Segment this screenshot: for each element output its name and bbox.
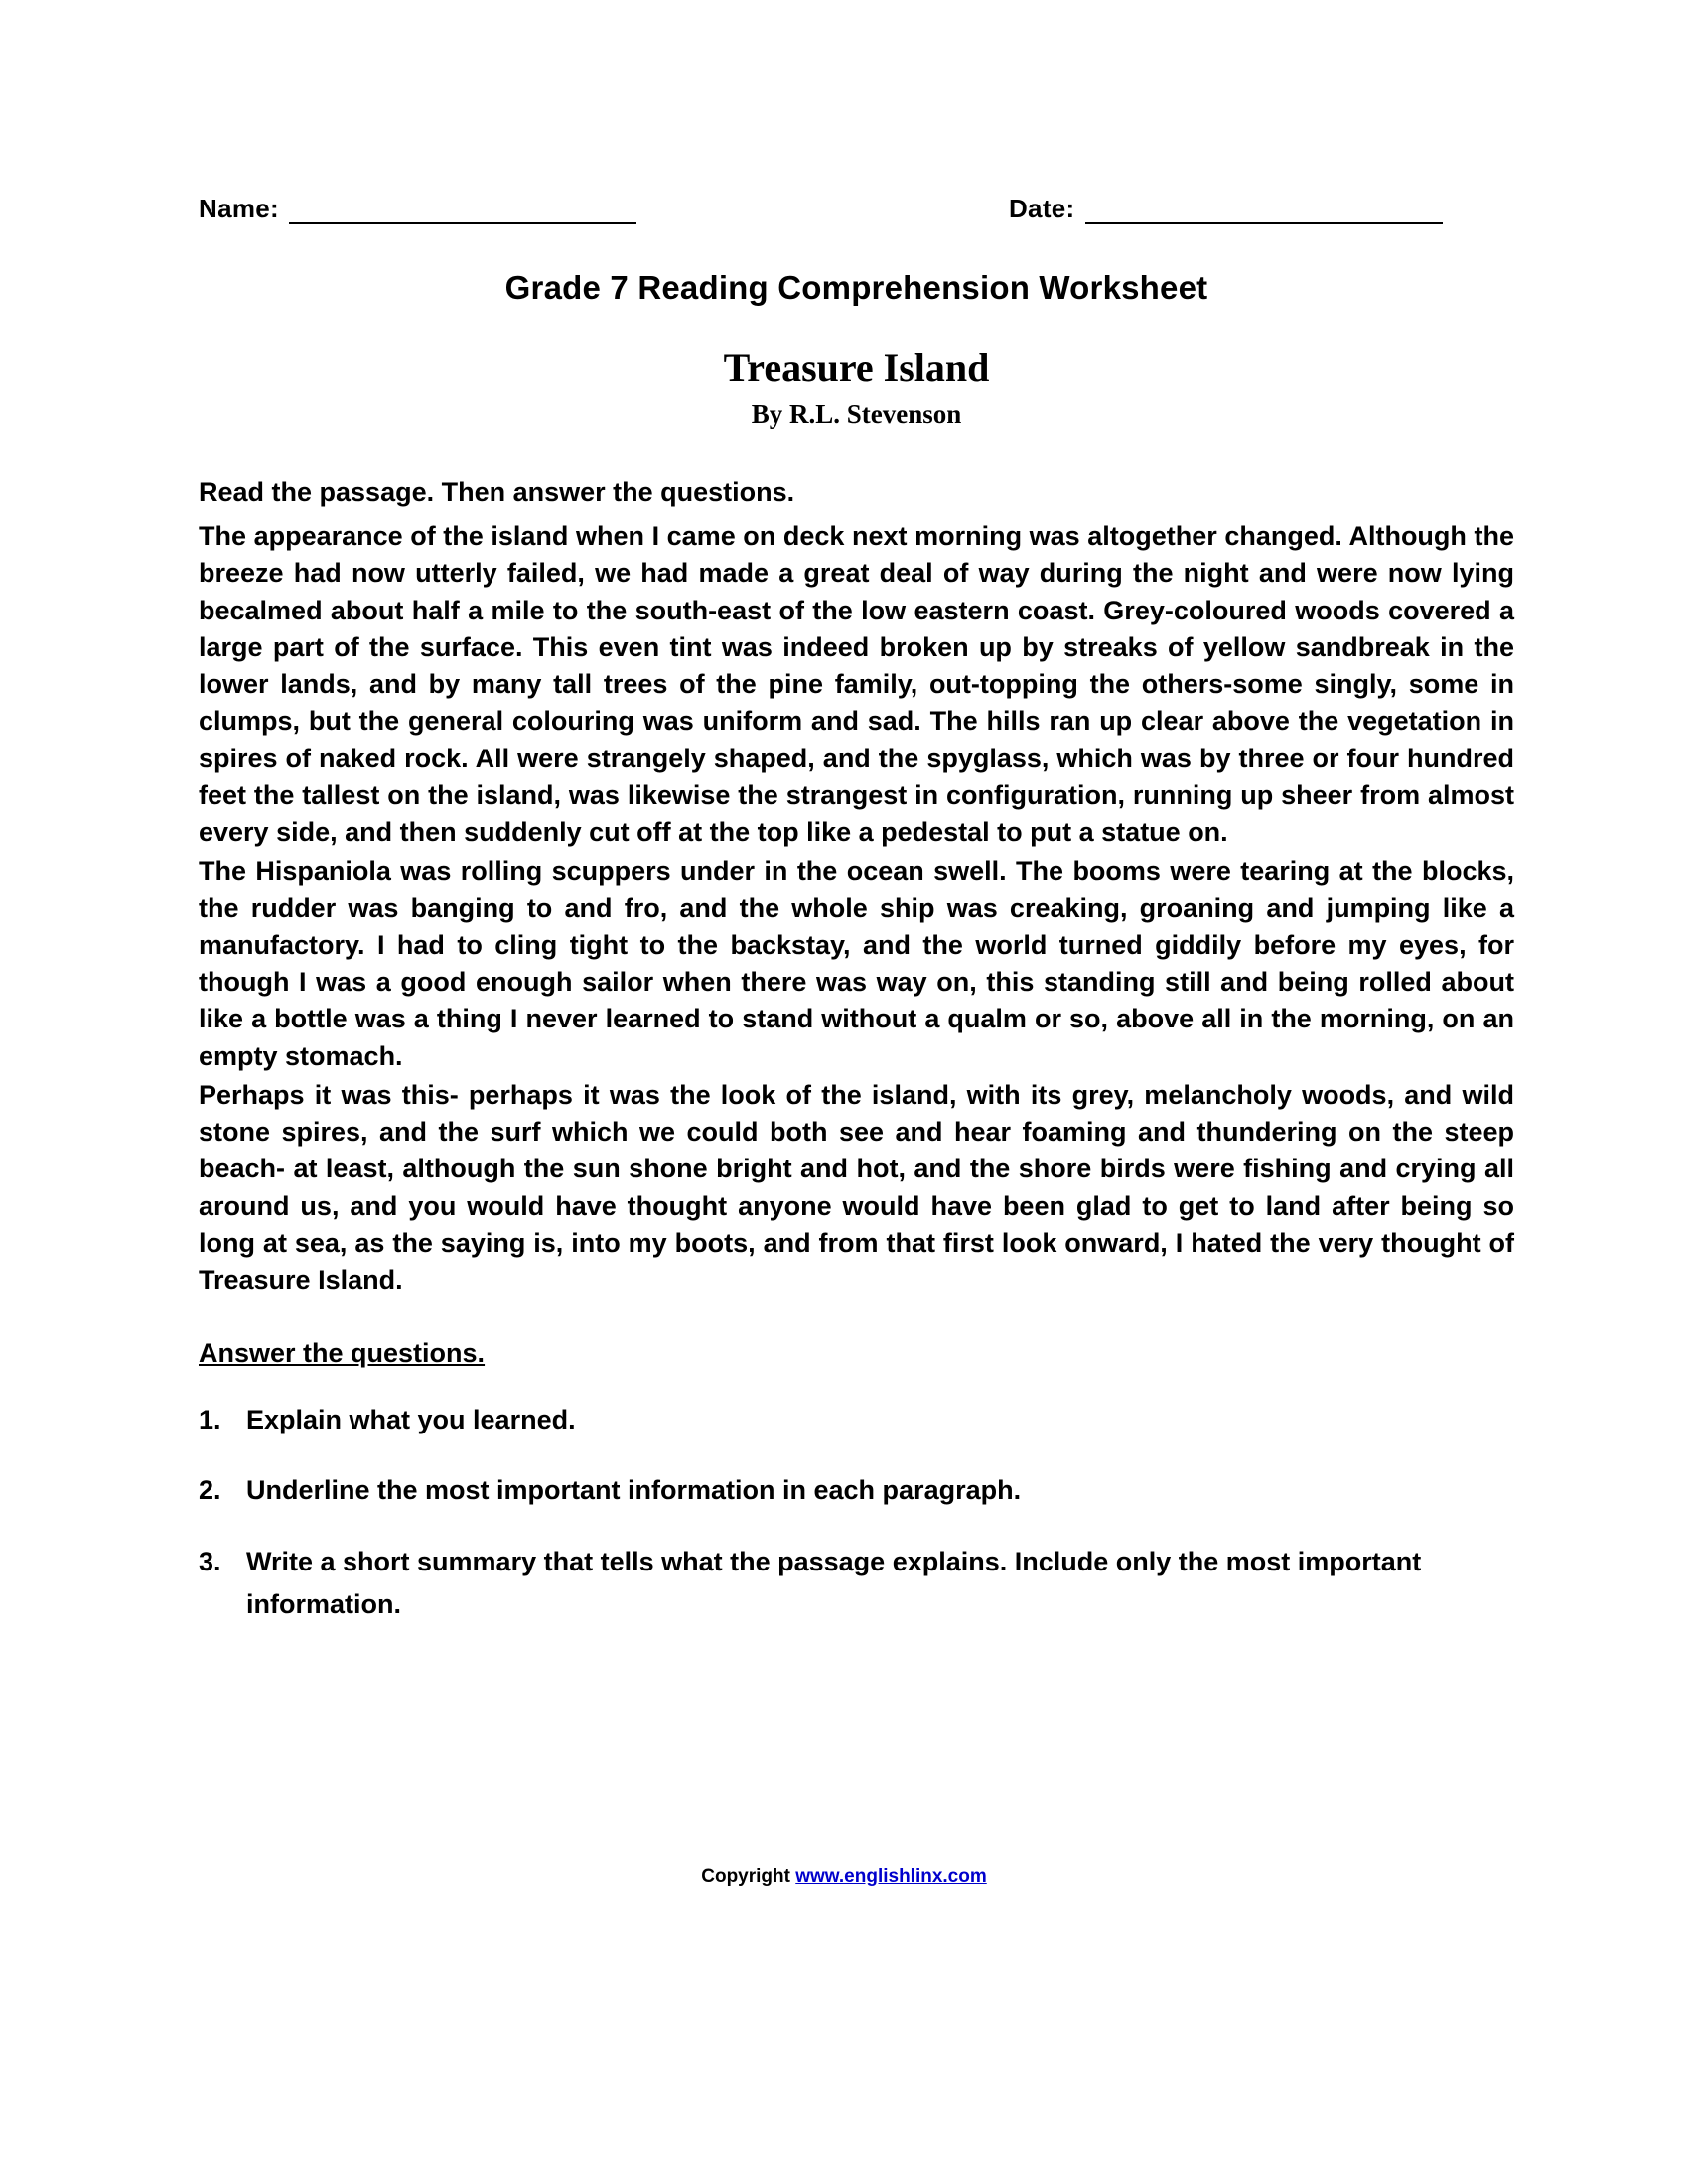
list-item [199,1469,1514,1512]
date-field[interactable] [1009,194,1443,224]
questions-list [199,1399,1514,1626]
passage-paragraph-3: Perhaps it was this- perhaps it was the look of the island, with its grey, melancholy woods, and wild stone spires, and the surf which we could both see and hear foaming and thundering on the steep beach- at least, although the sun shone bright and hot, and the shore birds were fishing and crying all around us, and you would have thought anyone would have been glad to get to land after being so long at sea, as the saying is, into my boots, and from that first look onward, I hated the very thought of Treasure Island. [199,1079,1514,1295]
copyright-label: Copyright [701,1866,796,1887]
footer [0,1866,1688,1888]
question-number: 2. [199,1475,221,1506]
question-number: 3. [199,1546,221,1576]
book-title: Treasure Island [723,345,990,390]
name-input-line[interactable] [289,201,636,224]
question-text: Explain what you learned. [246,1405,576,1435]
answer-questions-heading: Answer the questions. [199,1338,486,1369]
worksheet-title: Grade 7 Reading Comprehension Worksheet [504,269,1208,306]
date-label: Date: [1008,194,1075,223]
question-number: 1. [199,1405,221,1435]
list-item [199,1399,1514,1441]
englishlinx-link[interactable]: www.englishlinx.com [795,1866,987,1887]
name-field[interactable] [199,194,636,224]
student-info-row [199,194,1514,224]
passage-paragraph-1: The appearance of the island when I came on deck next morning was altogether changed. Although the breeze had now utterly failed, we had made a great deal of way during the night and were now lying becalmed about half a mile to the south-east of the low eastern coast. Grey-coloured woods covered a large part of the surface. This even tint was indeed broken up by streaks of yellow sandbreak in the lower lands, and by many tall trees of the pine family, out-topping the others-some singly, some in clumps, but the general colouring was uniform and sad. The hills ran up clear above the vegetation in spires of naked rock. All were strangely shaped, and the spyglass, which was by three or four hundred feet the tallest on the island, was likewise the strangest in configuration, running up sheer from almost every side, and then suddenly cut off at the top like a pedestal to put a statue on. [199,521,1514,847]
date-input-line[interactable] [1085,201,1443,224]
reading-instruction: Read the passage. Then answer the questions. [199,478,795,507]
list-item [199,1541,1514,1626]
question-text: Underline the most important information in each paragraph. [246,1475,1022,1506]
name-label: Name: [199,194,279,223]
book-author: By R.L. Stevenson [751,399,962,429]
question-text: Write a short summary that tells what the passage explains. Include only the most important information. [246,1546,1422,1619]
passage-text [199,518,1514,1298]
passage-paragraph-2: The Hispaniola was rolling scuppers under in the ocean swell. The booms were tearing at the blocks, the rudder was banging to and fro, and the whole ship was creaking, groaning and jumping like a manufactory. I had to cling tight to the backstay, and the world turned giddily before my eyes, for though I was a good enough sailor when there was way on, this standing still and being rolled about like a bottle was a thing I never learned to stand without a qualm or so, above all in the morning, on an empty stomach. [199,856,1514,1071]
